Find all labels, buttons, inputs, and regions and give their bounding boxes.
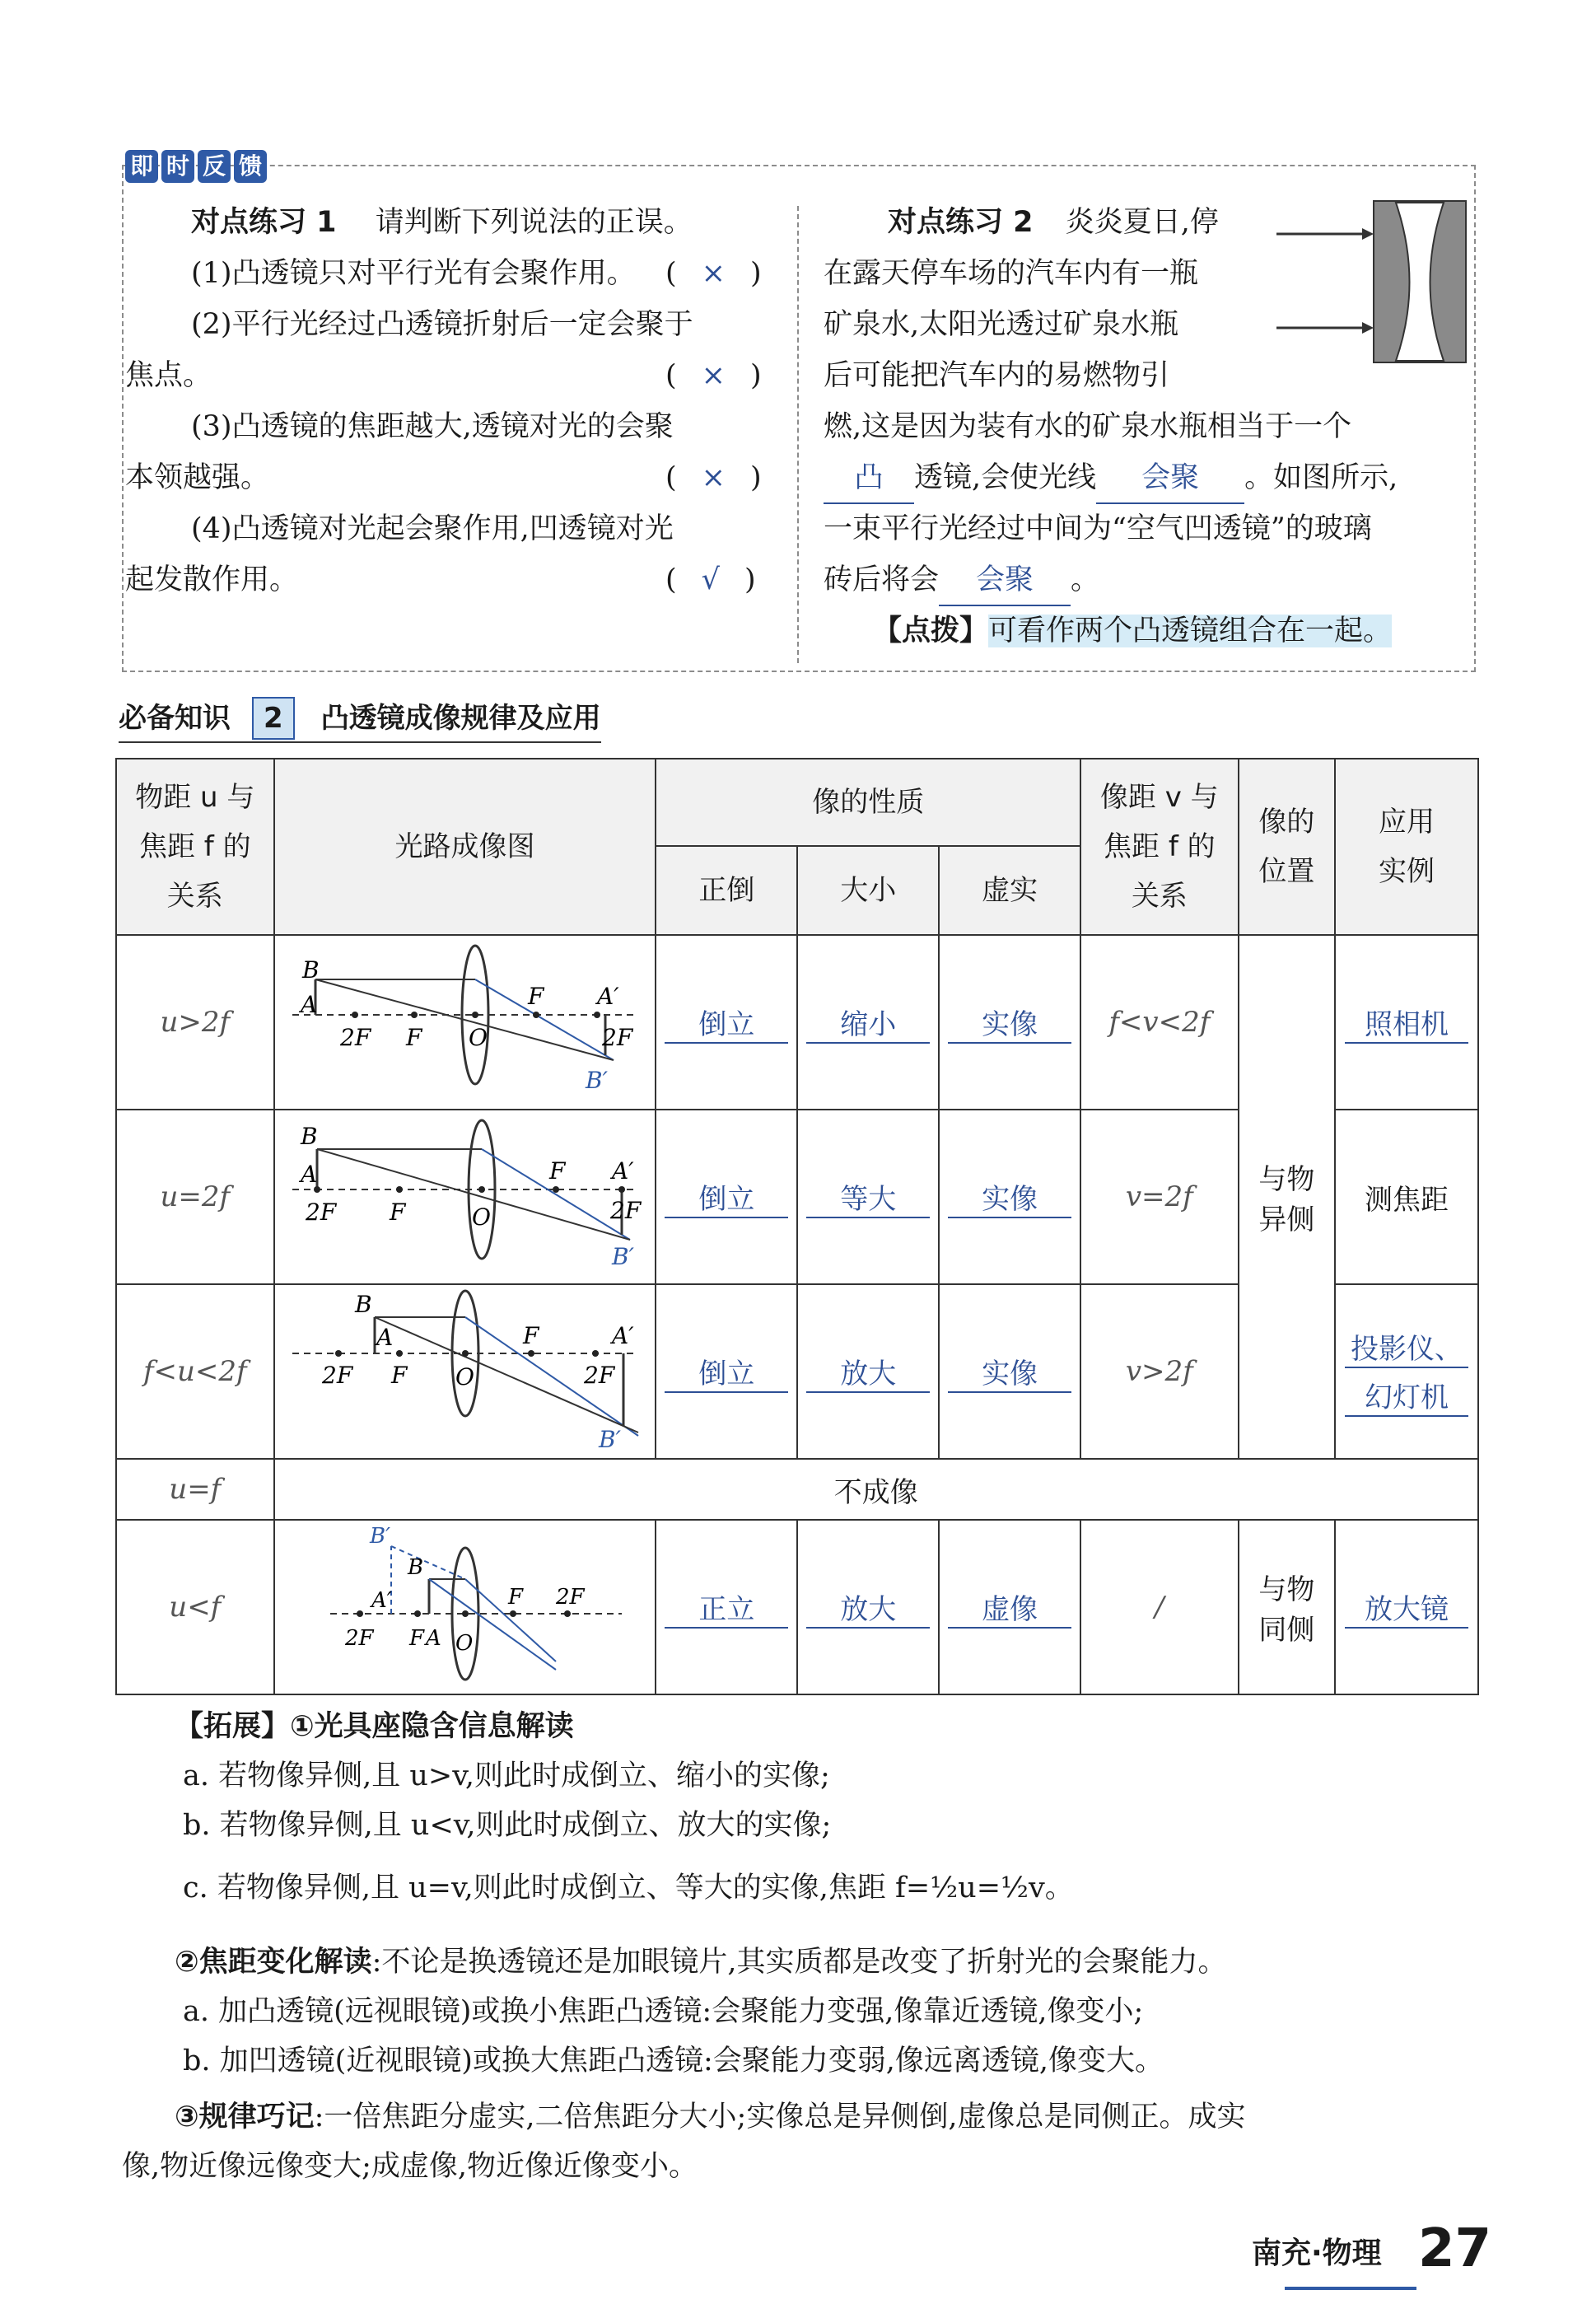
badge-2: 时 bbox=[161, 150, 194, 183]
svg-text:A′: A′ bbox=[611, 1321, 634, 1349]
svg-text:2F: 2F bbox=[583, 1361, 614, 1389]
condition-cell: u<f bbox=[116, 1520, 274, 1694]
extension-a: a. 若物像异侧,且 u>v,则此时成倒立、缩小的实像; bbox=[183, 1760, 830, 1792]
application-answer-1: 投影仪、 bbox=[1345, 1326, 1468, 1368]
application-answer: 放大镜 bbox=[1345, 1587, 1468, 1629]
svg-text:O: O bbox=[455, 1362, 474, 1390]
svg-text:F: F bbox=[548, 1157, 565, 1185]
ray-diagram-cell bbox=[274, 935, 656, 1110]
header-application: 应用 实例 bbox=[1335, 759, 1478, 935]
extension-p2: ②焦距变化解读:不论是换透镜还是加眼镜片,其实质都是改变了折射光的会聚能力。 bbox=[175, 1946, 1227, 1979]
header-diagram: 光路成像图 bbox=[274, 759, 656, 935]
section-heading bbox=[119, 697, 601, 743]
kind-answer: 实像 bbox=[948, 1002, 1071, 1044]
condition-cell: u=2f bbox=[116, 1110, 274, 1284]
application-answer-2: 幻灯机 bbox=[1345, 1375, 1468, 1417]
no-image-cell: 不成像 bbox=[274, 1459, 1478, 1520]
svg-text:O: O bbox=[468, 1023, 488, 1051]
svg-text:F: F bbox=[390, 1361, 407, 1389]
ex2-blank2: 会聚 bbox=[1096, 453, 1244, 504]
svg-text:O: O bbox=[471, 1203, 491, 1231]
extension-p2b: b. 加凹透镜(近视眼镜)或换大焦距凸透镜:会聚能力变弱,像远离透镜,像变大。 bbox=[183, 2045, 1164, 2077]
svg-text:F: F bbox=[527, 982, 544, 1010]
ex1-item3-line2: 本领越强。 bbox=[125, 461, 270, 494]
image-distance-cell: v=2f bbox=[1080, 1110, 1239, 1284]
column-divider bbox=[797, 206, 799, 663]
svg-text:A: A bbox=[376, 1323, 393, 1351]
ex2-line6: 凸 透镜,会使光线 会聚 。如图所示, bbox=[824, 453, 1398, 504]
ex1-item1-answer: ( × ) bbox=[665, 257, 762, 290]
condition-cell: u>2f bbox=[116, 935, 274, 1110]
kind-answer: 实像 bbox=[948, 1176, 1071, 1218]
header-real-virtual: 虚实 bbox=[939, 846, 1080, 935]
header-orientation: 正倒 bbox=[656, 846, 797, 935]
svg-text:F: F bbox=[405, 1023, 422, 1051]
orientation-answer: 倒立 bbox=[665, 1351, 788, 1393]
table-row bbox=[116, 1459, 1478, 1520]
image-distance-cell: v>2f bbox=[1080, 1284, 1239, 1459]
position-real-cell: 与物 异侧 bbox=[1239, 935, 1335, 1459]
condition-cell: f<u<2f bbox=[116, 1284, 274, 1459]
ex1-item2-answer: ( × ) bbox=[665, 359, 762, 392]
svg-text:A′: A′ bbox=[371, 1587, 392, 1613]
ex2-line3: 矿泉水,太阳光透过矿泉水瓶 bbox=[824, 308, 1179, 341]
feedback-badges bbox=[125, 150, 270, 183]
image-distance-cell: / bbox=[1080, 1520, 1239, 1694]
orientation-answer: 正立 bbox=[665, 1587, 788, 1629]
ray-diagram-f-lt-u-lt-2f bbox=[284, 1286, 646, 1451]
ex2-blank1: 凸 bbox=[824, 453, 914, 504]
svg-text:2F: 2F bbox=[601, 1023, 632, 1051]
ex2-title: 对点练习 2 bbox=[888, 206, 1034, 239]
svg-text:O: O bbox=[455, 1630, 473, 1656]
size-answer: 等大 bbox=[806, 1176, 930, 1218]
position-virtual-cell: 与物 同侧 bbox=[1239, 1520, 1335, 1694]
glass-brick-figure bbox=[1276, 196, 1474, 369]
svg-text:2F: 2F bbox=[609, 1196, 641, 1224]
ex2-line2: 在露天停车场的汽车内有一瓶 bbox=[824, 257, 1199, 290]
image-distance-cell: f<v<2f bbox=[1080, 935, 1239, 1110]
svg-text:B: B bbox=[407, 1554, 423, 1580]
kind-answer: 虚像 bbox=[948, 1587, 1071, 1629]
svg-text:2F: 2F bbox=[321, 1361, 352, 1389]
ex2-line1: 对点练习 2 炎炎夏日,停 bbox=[888, 206, 1219, 239]
ex1-item4-answer: ( √ ) bbox=[665, 563, 756, 596]
svg-text:A: A bbox=[300, 990, 317, 1018]
svg-text:2F: 2F bbox=[555, 1584, 585, 1610]
ray-diagram-u-eq-2f bbox=[284, 1111, 646, 1276]
ex2-line7: 一束平行光经过中间为“空气凹透镜”的玻璃 bbox=[824, 512, 1372, 545]
ex2-line4: 后可能把汽车内的易燃物引 bbox=[824, 359, 1170, 392]
ray-diagram-cell bbox=[274, 1110, 656, 1284]
section-label: 必备知识 bbox=[119, 702, 231, 735]
footer-rule bbox=[1285, 2287, 1416, 2290]
condition-cell: u=f bbox=[116, 1459, 274, 1520]
badge-4: 馈 bbox=[234, 150, 267, 183]
svg-text:A′: A′ bbox=[596, 982, 619, 1010]
extension-label: 【拓展】 bbox=[175, 1710, 291, 1743]
svg-text:B′: B′ bbox=[585, 1066, 608, 1094]
extension-p3-title: ③规律巧记 bbox=[175, 2101, 315, 2133]
hint-label: 【点拨】 bbox=[873, 615, 989, 647]
ex1-item3: (3)凸透镜的焦距越大,透镜对光的会聚 bbox=[191, 410, 674, 443]
ray-diagram-u-gt-2f bbox=[284, 937, 646, 1101]
section-number: 2 bbox=[252, 697, 295, 740]
svg-text:A: A bbox=[425, 1625, 441, 1651]
orientation-answer: 倒立 bbox=[665, 1176, 788, 1218]
section-title: 凸透镜成像规律及应用 bbox=[320, 702, 601, 735]
application-cell bbox=[1335, 1284, 1478, 1459]
kind-answer: 实像 bbox=[948, 1351, 1071, 1393]
size-answer: 放大 bbox=[806, 1351, 930, 1393]
hint-text: 可看作两个凸透镜组合在一起。 bbox=[988, 615, 1393, 647]
lens-table bbox=[115, 758, 1479, 1695]
ex2-blank3: 会聚 bbox=[939, 555, 1071, 606]
svg-text:F: F bbox=[522, 1321, 539, 1349]
orientation-answer: 倒立 bbox=[665, 1002, 788, 1044]
footer-region: 南充·物理 bbox=[1252, 2236, 1382, 2270]
ex1-item2: (2)平行光经过凸透镜折射后一定会聚于 bbox=[191, 308, 693, 341]
svg-text:2F: 2F bbox=[305, 1198, 336, 1226]
svg-text:B: B bbox=[354, 1290, 372, 1318]
extension-p2-title: ②焦距变化解读 bbox=[175, 1946, 372, 1979]
extension-b: b. 若物像异侧,且 u<v,则此时成倒立、放大的实像; bbox=[183, 1809, 832, 1842]
ex1-item4-line2: 起发散作用。 bbox=[125, 563, 299, 596]
ex1-prompt: 请判断下列说法的正误。 bbox=[375, 206, 693, 239]
svg-text:A′: A′ bbox=[611, 1157, 634, 1185]
svg-text:B′: B′ bbox=[369, 1523, 390, 1549]
application-answer: 照相机 bbox=[1345, 1002, 1468, 1044]
extension-p2a: a. 加凸透镜(远视眼镜)或换小焦距凸透镜:会聚能力变强,像靠近透镜,像变小; bbox=[183, 1995, 1144, 2028]
ray-diagram-u-lt-f bbox=[284, 1521, 646, 1686]
svg-text:F: F bbox=[389, 1198, 405, 1226]
svg-text:B′: B′ bbox=[611, 1242, 634, 1270]
extension-p3-line2: 像,物近像远像变大;成虚像,物近像近像变小。 bbox=[122, 2150, 698, 2183]
svg-text:2F: 2F bbox=[344, 1625, 374, 1651]
ex1-item1: (1)凸透镜只对平行光有会聚作用。 bbox=[191, 257, 636, 290]
svg-text:F: F bbox=[507, 1584, 523, 1610]
header-relation: 物距 u 与 焦距 f 的 关系 bbox=[116, 759, 274, 935]
svg-text:B′: B′ bbox=[598, 1425, 621, 1451]
svg-text:F: F bbox=[408, 1625, 424, 1651]
ray-diagram-cell bbox=[274, 1520, 656, 1694]
size-answer: 放大 bbox=[806, 1587, 930, 1629]
extension-c: c. 若物像异侧,且 u=v,则此时成倒立、等大的实像,焦距 f=½u=½v。 bbox=[183, 1872, 1074, 1904]
table-row bbox=[116, 935, 1478, 1110]
size-answer: 缩小 bbox=[806, 1002, 930, 1044]
svg-text:2F: 2F bbox=[339, 1023, 371, 1051]
ex1-heading bbox=[191, 198, 693, 247]
ray-diagram-cell bbox=[274, 1284, 656, 1459]
table-row bbox=[116, 1520, 1478, 1694]
header-nature: 像的性质 bbox=[656, 759, 1080, 846]
application-cell: 测焦距 bbox=[1335, 1110, 1478, 1284]
ex1-title: 对点练习 1 bbox=[191, 206, 337, 239]
ex1-item3-answer: ( × ) bbox=[665, 461, 762, 494]
ex1-item2-line2: 焦点。 bbox=[125, 359, 212, 392]
ex2-line5: 燃,这是因为装有水的矿泉水瓶相当于一个 bbox=[824, 410, 1352, 443]
svg-text:B: B bbox=[300, 1122, 318, 1150]
extension-p3: ③规律巧记:一倍焦距分虚实,二倍焦距分大小;实像总是异侧倒,虚像总是同侧正。成实 bbox=[175, 2101, 1246, 2133]
ex1-item4: (4)凸透镜对光起会聚作用,凹透镜对光 bbox=[191, 512, 674, 545]
header-image-distance: 像距 v 与 焦距 f 的 关系 bbox=[1080, 759, 1239, 935]
page-number: 27 bbox=[1418, 2218, 1492, 2279]
svg-text:B: B bbox=[301, 956, 320, 984]
badge-3: 反 bbox=[198, 150, 231, 183]
extension-heading bbox=[175, 1702, 574, 1751]
header-size: 大小 bbox=[797, 846, 939, 935]
ex2-line8: 砖后将会 会聚 。 bbox=[824, 555, 1099, 606]
svg-text:A: A bbox=[300, 1160, 317, 1188]
header-position: 像的 位置 bbox=[1239, 759, 1335, 935]
ex2-hint bbox=[873, 606, 1392, 656]
badge-1: 即 bbox=[125, 150, 158, 183]
extension-p1-title: ①光具座隐含信息解读 bbox=[290, 1710, 574, 1743]
